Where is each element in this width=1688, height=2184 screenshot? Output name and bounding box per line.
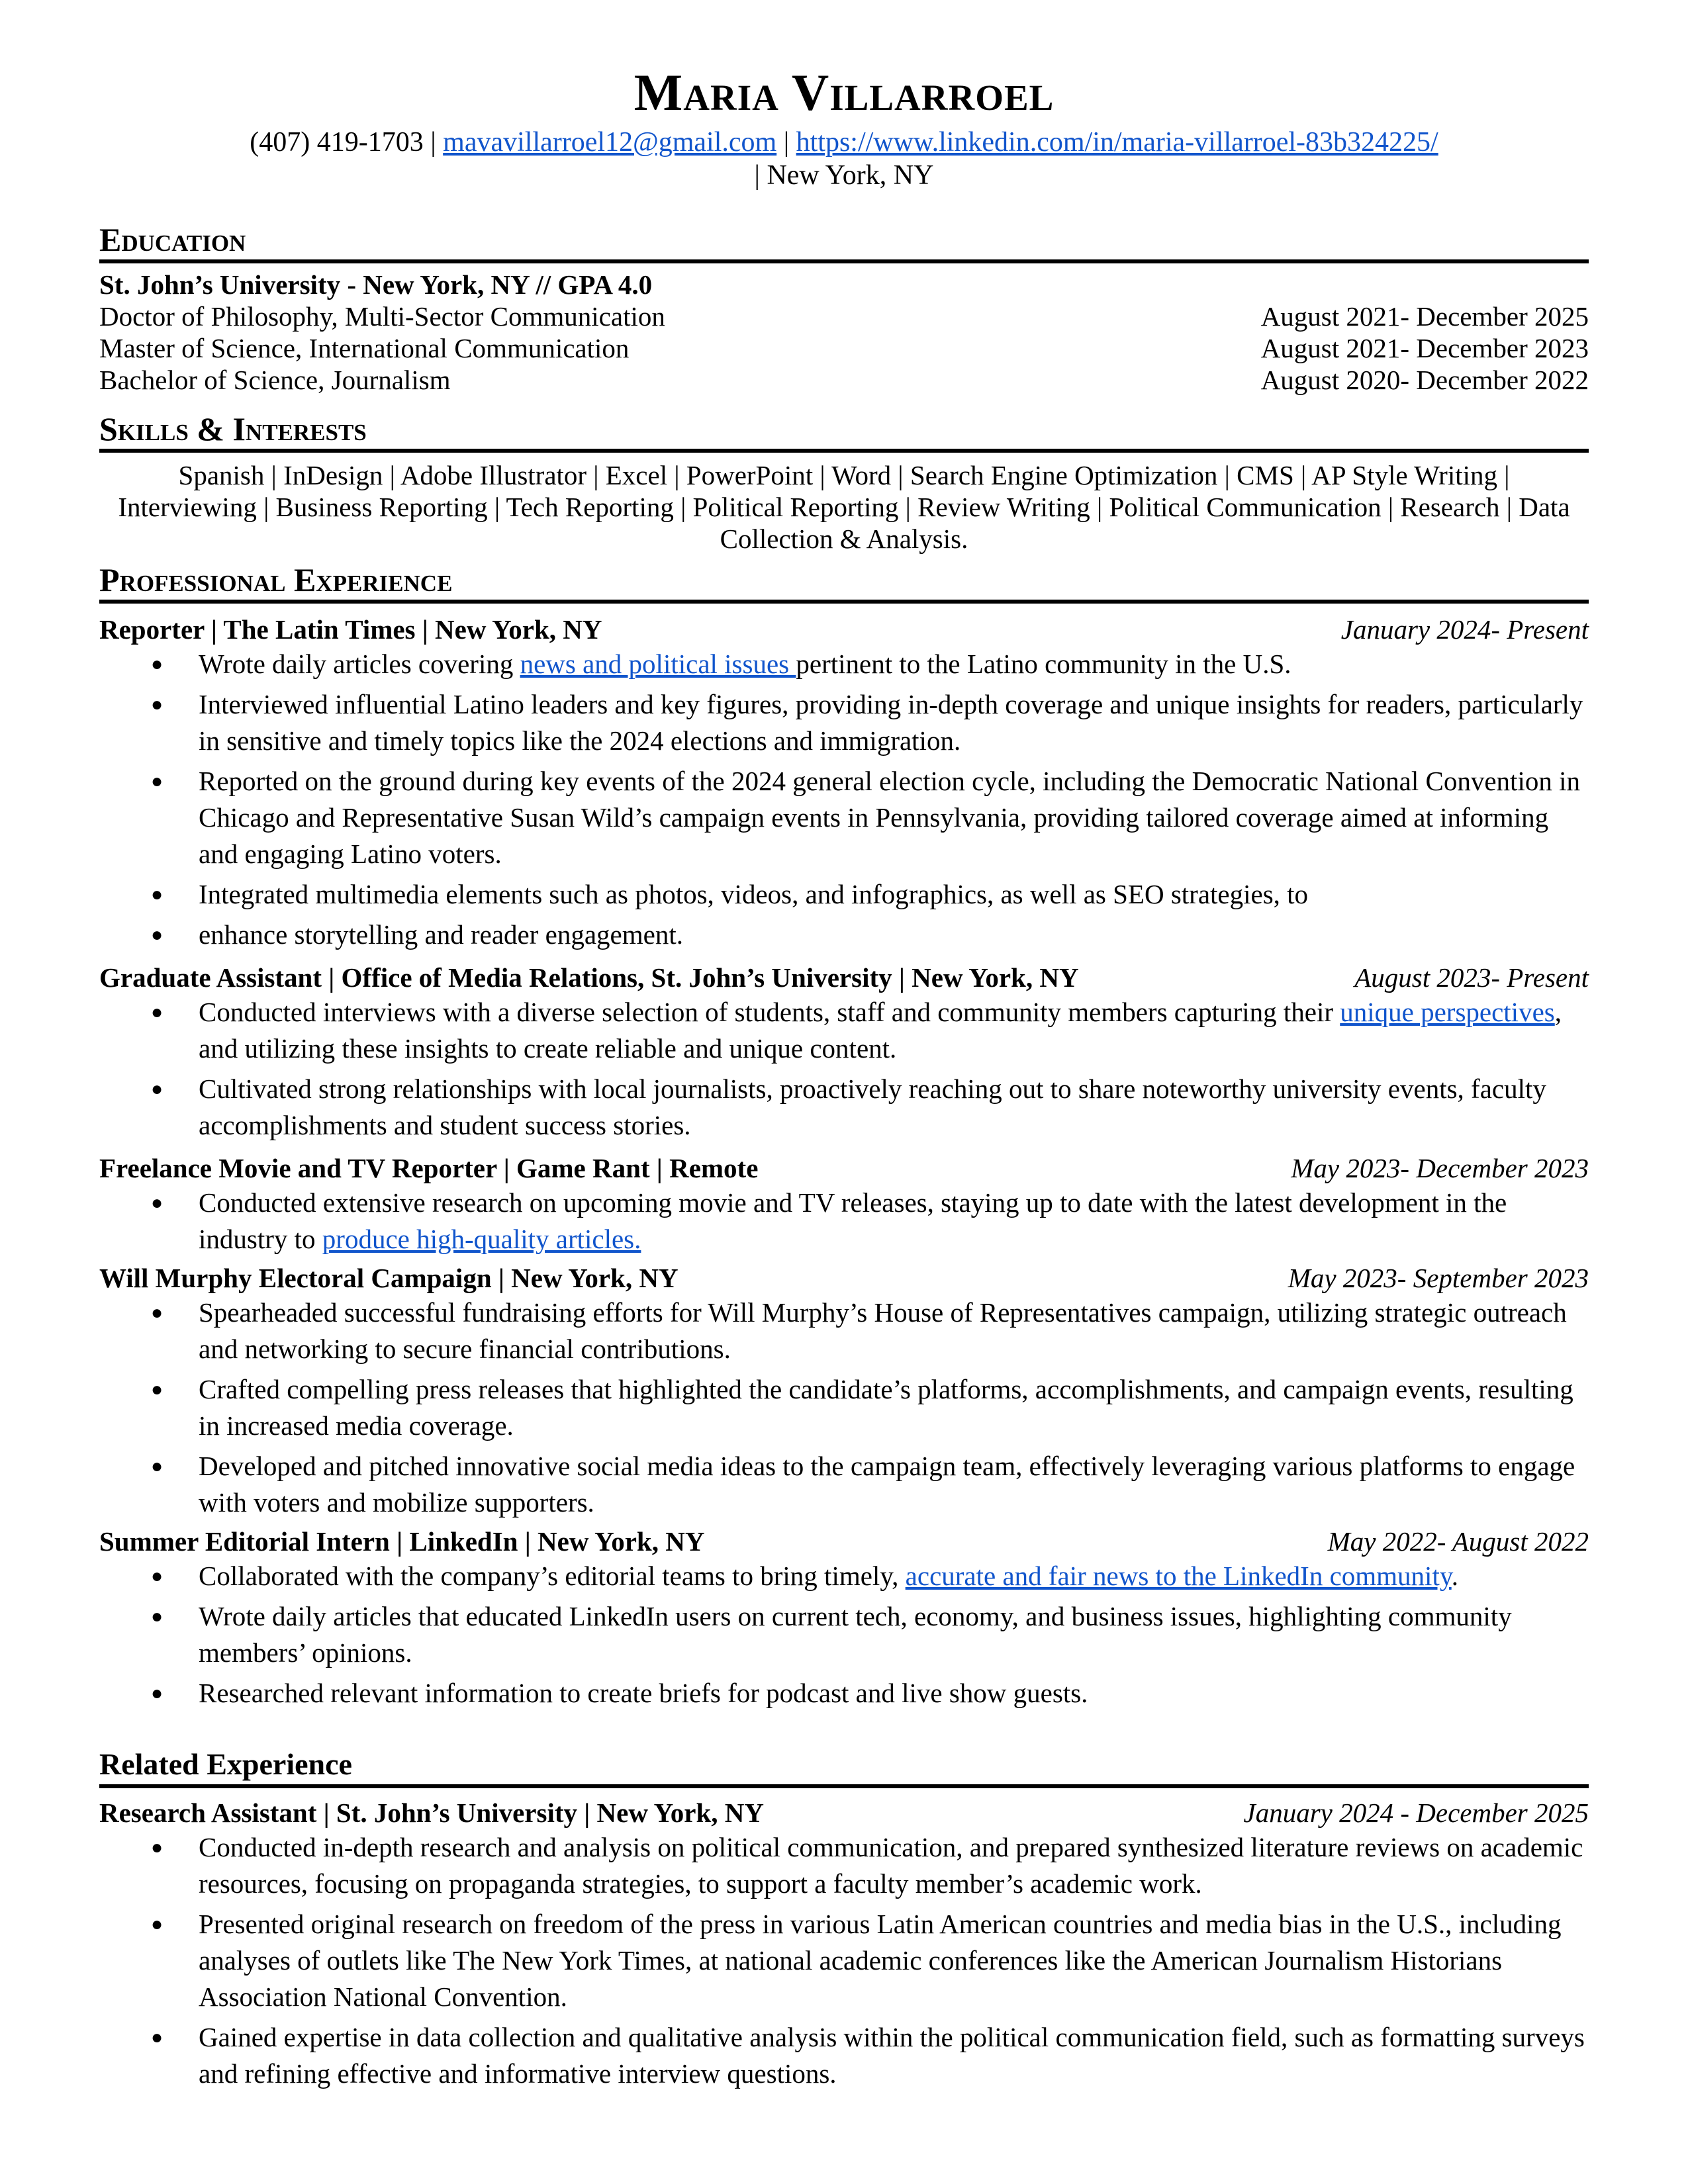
bullet-icon: ● bbox=[151, 2026, 164, 2048]
bullet-icon: ● bbox=[151, 1455, 164, 1477]
job-dates: January 2024- Present bbox=[1340, 614, 1589, 645]
articles-link[interactable]: news and political issues bbox=[520, 649, 796, 679]
job-header bbox=[99, 1525, 1589, 1558]
job-bullets bbox=[99, 1295, 1589, 1521]
bullet-icon: ● bbox=[151, 1192, 164, 1214]
bullet-icon: ● bbox=[151, 1565, 164, 1587]
articles-link[interactable]: produce high-quality articles. bbox=[322, 1224, 641, 1254]
bullet-item: ● Researched relevant information to create briefs for podcast and live show guests. bbox=[99, 1675, 1589, 1711]
bullet-item: ● Gained expertise in data collection and qualitative analysis within the political communication field, such as formatting surveys and refining effective and informative interview questions. bbox=[99, 2019, 1589, 2092]
skills-list bbox=[99, 459, 1589, 555]
bullet-icon: ● bbox=[151, 924, 164, 946]
bullet-item: ● Conducted extensive research on upcoming movie and TV releases, staying up to date with the latest development in the industry to produce high-quality articles. bbox=[99, 1185, 1589, 1257]
degree-row bbox=[99, 300, 1589, 332]
school-name: St. John’s University - New York, NY // GPA 4.0 bbox=[99, 269, 653, 300]
job-title: Graduate Assistant | Office of Media Relations, St. John’s University | New York, NY bbox=[99, 962, 1079, 993]
contact-line bbox=[99, 126, 1589, 159]
education-heading: Education bbox=[99, 220, 1589, 263]
job-dates: August 2023- Present bbox=[1354, 962, 1589, 993]
bullet-item: ● Wrote daily articles that educated LinkedIn users on current tech, economy, and business issues, highlighting community members’ opinions. bbox=[99, 1598, 1589, 1671]
degree-row bbox=[99, 364, 1589, 396]
location-line: | New York, NY bbox=[754, 160, 934, 191]
bullet-item: ● Interviewed influential Latino leaders and key figures, providing in-depth coverage and unique insights for readers, particularly in sensitive and timely topics like the 2024 elections and immigration. bbox=[99, 686, 1589, 759]
job-bullets bbox=[99, 646, 1589, 953]
job-bullets bbox=[99, 1558, 1589, 1711]
job-dates: May 2023- December 2023 bbox=[1291, 1153, 1589, 1183]
skills-line: Spanish | InDesign | Adobe Illustrator | Excel | PowerPoint | Word | Search Engine Optimization | CMS | AP Style Writing | bbox=[178, 460, 1510, 490]
bullet-icon: ● bbox=[151, 770, 164, 792]
phone: (407) 419-1703 bbox=[250, 127, 424, 158]
linkedin-link[interactable]: https://www.linkedin.com/in/maria-villarroel-83b324225/ bbox=[796, 127, 1438, 158]
skills-line: Interviewing | Business Reporting | Tech Reporting | Political Reporting | Review Writing | Political Communication | Research | Data bbox=[118, 492, 1570, 522]
bullet-item: ● Cultivated strong relationships with local journalists, proactively reaching out to share noteworthy university events, faculty accomplishments and student success stories. bbox=[99, 1071, 1589, 1144]
skills-line: Collection & Analysis. bbox=[720, 523, 968, 554]
degree-dates: August 2021- December 2023 bbox=[1260, 333, 1589, 363]
bullet-icon: ● bbox=[151, 1837, 164, 1858]
bullet-icon: ● bbox=[151, 694, 164, 715]
degree-dates: August 2021- December 2025 bbox=[1260, 301, 1589, 332]
candidate-name: Maria Villarroel bbox=[633, 64, 1055, 121]
degree-name: Master of Science, International Communication bbox=[99, 333, 630, 363]
job-header bbox=[99, 1796, 1589, 1829]
bullet-item: ● Wrote daily articles covering news and political issues pertinent to the Latino community in the U.S. bbox=[99, 646, 1589, 682]
job-bullets bbox=[99, 1829, 1589, 2092]
bullet-icon: ● bbox=[151, 1913, 164, 1935]
job-bullets bbox=[99, 1185, 1589, 1257]
bullet-icon: ● bbox=[151, 1606, 164, 1627]
job-dates: January 2024 - December 2025 bbox=[1243, 1797, 1589, 1828]
resume-page bbox=[99, 60, 1589, 2096]
job-header bbox=[99, 1152, 1589, 1185]
job-title: Summer Editorial Intern | LinkedIn | New York, NY bbox=[99, 1526, 705, 1557]
job-dates: May 2023- September 2023 bbox=[1288, 1263, 1589, 1293]
bullet-item: ● Conducted interviews with a diverse selection of students, staff and community members capturing their unique perspectives, and utilizing these insights to create reliable and unique content. bbox=[99, 994, 1589, 1067]
linkedin-news-link[interactable]: accurate and fair news to the LinkedIn community bbox=[905, 1561, 1452, 1591]
job-header bbox=[99, 961, 1589, 994]
bullet-item: ● Reported on the ground during key events of the 2024 general election cycle, including the Democratic National Convention in Chicago and Representative Susan Wild’s campaign events in Pennsylvania, providing tailored coverage aimed at informing and engaging Latino voters. bbox=[99, 763, 1589, 872]
bullet-icon: ● bbox=[151, 653, 164, 675]
job-title: Reporter | The Latin Times | New York, NY bbox=[99, 614, 602, 645]
bullet-item: ● Crafted compelling press releases that highlighted the candidate’s platforms, accomplishments, and campaign events, resulting in increased media coverage. bbox=[99, 1371, 1589, 1444]
separator: | bbox=[423, 127, 444, 158]
separator: | bbox=[776, 127, 796, 158]
degree-row bbox=[99, 332, 1589, 364]
school-line bbox=[99, 269, 1589, 300]
bullet-item: ● Spearheaded successful fundraising efforts for Will Murphy’s House of Representatives campaign, utilizing strategic outreach and networking to secure financial contributions. bbox=[99, 1295, 1589, 1367]
skills-heading: Skills & Interests bbox=[99, 409, 1589, 453]
bullet-icon: ● bbox=[151, 1001, 164, 1023]
bullet-item: ● Presented original research on freedom of the press in various Latin American countries and media bias in the U.S., including analyses of outlets like The New York Times, at national academic conferences like the American Journalism Historians Association National Convention. bbox=[99, 1906, 1589, 2015]
job-title: Research Assistant | St. John’s University | New York, NY bbox=[99, 1797, 764, 1828]
job-dates: May 2022- August 2022 bbox=[1327, 1526, 1589, 1557]
bullet-icon: ● bbox=[151, 1682, 164, 1704]
email-link[interactable]: mavavillarroel12@gmail.com bbox=[443, 127, 777, 158]
degree-name: Bachelor of Science, Journalism bbox=[99, 365, 451, 395]
bullet-icon: ● bbox=[151, 1078, 164, 1100]
job-title: Will Murphy Electoral Campaign | New York, NY bbox=[99, 1263, 679, 1293]
bullet-icon: ● bbox=[151, 1379, 164, 1400]
bullet-icon: ● bbox=[151, 1302, 164, 1324]
degree-dates: August 2020- December 2022 bbox=[1260, 365, 1589, 395]
bullet-item: ● enhance storytelling and reader engagement. bbox=[99, 917, 1589, 953]
job-header bbox=[99, 1261, 1589, 1295]
job-title: Freelance Movie and TV Reporter | Game Rant | Remote bbox=[99, 1153, 759, 1183]
bullet-item: ● Developed and pitched innovative social media ideas to the campaign team, effectively leveraging various platforms to engage with voters and mobilize supporters. bbox=[99, 1448, 1589, 1521]
bullet-item: ● Integrated multimedia elements such as photos, videos, and infographics, as well as SEO strategies, to bbox=[99, 876, 1589, 913]
bullet-icon: ● bbox=[151, 884, 164, 905]
experience-heading: Professional Experience bbox=[99, 560, 1589, 604]
related-heading: Related Experience bbox=[99, 1745, 1589, 1788]
bullet-item: ● Conducted in-depth research and analysis on political communication, and prepared synthesized literature reviews on academic resources, focusing on propaganda strategies, to support a faculty member’s academic work. bbox=[99, 1829, 1589, 1902]
degree-name: Doctor of Philosophy, Multi-Sector Communication bbox=[99, 301, 665, 332]
job-header bbox=[99, 613, 1589, 646]
bullet-item: ● Collaborated with the company’s editorial teams to bring timely, accurate and fair news to the LinkedIn community. bbox=[99, 1558, 1589, 1594]
unique-perspectives-link[interactable]: unique perspectives bbox=[1340, 997, 1555, 1027]
job-bullets bbox=[99, 994, 1589, 1144]
